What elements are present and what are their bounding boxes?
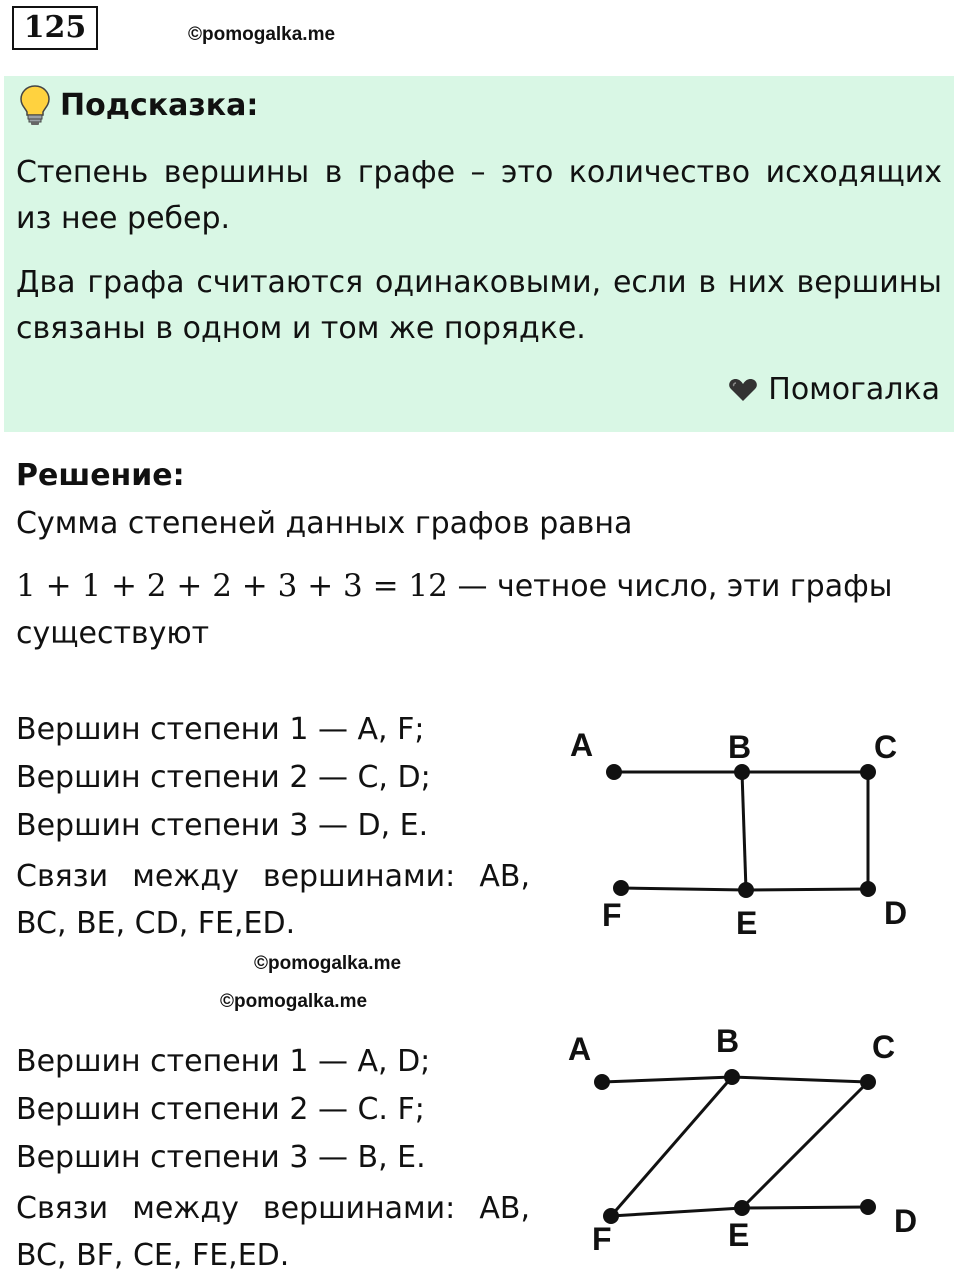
graph2-label-E: E — [728, 1217, 750, 1253]
graph1-vertex-C — [860, 764, 876, 780]
graph2-label-B: B — [716, 1023, 740, 1059]
graph1-degree-1: Вершин степени 1 — A, F; — [16, 712, 425, 747]
graph1-label-B: B — [728, 729, 752, 765]
solution-line-2 — [16, 568, 892, 604]
graph2-degree-1: Вершин степени 1 — A, D; — [16, 1044, 431, 1079]
graph2-edge-FE — [611, 1208, 742, 1216]
graph2-vertex-A — [594, 1074, 610, 1090]
graph2-vertex-E — [734, 1200, 750, 1216]
graph2-edge-AB — [602, 1077, 732, 1082]
heart-icon — [728, 377, 758, 403]
graph2-edge-BF — [611, 1077, 732, 1216]
graph1-label-C: C — [874, 729, 898, 765]
graph1-vertex-A — [606, 764, 622, 780]
watermark-top: ©pomogalka.me — [188, 24, 336, 45]
graph2-relations: Связи между вершинами: AB, BC, BF, CE, FE,ED. — [16, 1191, 530, 1273]
degree-sum-equation: 1 + 1 + 2 + 2 + 3 + 3 = 12 — [16, 568, 448, 604]
graph2-label-C: C — [872, 1029, 896, 1065]
graph2-label-F: F — [592, 1221, 612, 1257]
graph2-edge-BC — [732, 1077, 868, 1082]
graph2-edge-ED — [742, 1207, 868, 1208]
graph1-degree-2: Вершин степени 2 — C, D; — [16, 760, 431, 795]
graph1-label-D: D — [884, 895, 908, 931]
graph1-vertex-E — [738, 882, 754, 898]
solution-title: Решение: — [16, 458, 185, 493]
graph2-edge-CE — [742, 1082, 868, 1208]
solution-line-3: существуют — [16, 616, 210, 651]
graph1-label-F: F — [602, 897, 622, 933]
hint-paragraph-equal-graphs: Два графа считаются одинаковыми, если в них вершины связаны в одном и том же порядке. — [16, 265, 942, 346]
task-number: 125 — [12, 6, 98, 50]
graph2-diagram — [550, 1016, 930, 1266]
graph1-diagram — [550, 720, 930, 950]
graph1-vertex-F — [613, 880, 629, 896]
graph1-label-E: E — [736, 905, 758, 941]
graph1-edge-ED — [746, 889, 868, 890]
graph2-vertex-D — [860, 1199, 876, 1215]
graph2-vertex-C — [860, 1074, 876, 1090]
graph1-relations: Связи между вершинами: AB, BC, BE, CD, FE,ED. — [16, 859, 530, 941]
signature — [728, 372, 940, 407]
graph1-label-A: A — [570, 727, 594, 763]
watermark-mid-2: ©pomogalka.me — [220, 991, 368, 1012]
lightbulb-icon — [18, 84, 52, 126]
graph1-degree-3: Вершин степени 3 — D, E. — [16, 808, 429, 843]
hint-box — [4, 76, 954, 432]
graph1-edge-BE — [742, 772, 746, 890]
graph1-vertex-D — [860, 881, 876, 897]
solution-line-1: Сумма степеней данных графов равна — [16, 506, 633, 541]
watermark-mid-1: ©pomogalka.me — [254, 953, 402, 974]
solution-line-2-rest: — четное число, эти графы — [457, 569, 893, 604]
graph2-degree-2: Вершин степени 2 — C. F; — [16, 1092, 425, 1127]
graph2-degree-3: Вершин степени 3 — B, E. — [16, 1140, 426, 1175]
hint-title: Подсказка: — [60, 88, 259, 123]
graph2-label-A: A — [568, 1031, 592, 1067]
graph1-vertex-B — [734, 764, 750, 780]
graph1-edge-FE — [621, 888, 746, 890]
graph2-label-D: D — [894, 1203, 918, 1239]
signature-text: Помогалка — [768, 372, 940, 407]
graph2-vertex-B — [724, 1069, 740, 1085]
hint-paragraph-degree: Степень вершины в графе – это количество исходящих из нее ребер. — [16, 155, 942, 236]
